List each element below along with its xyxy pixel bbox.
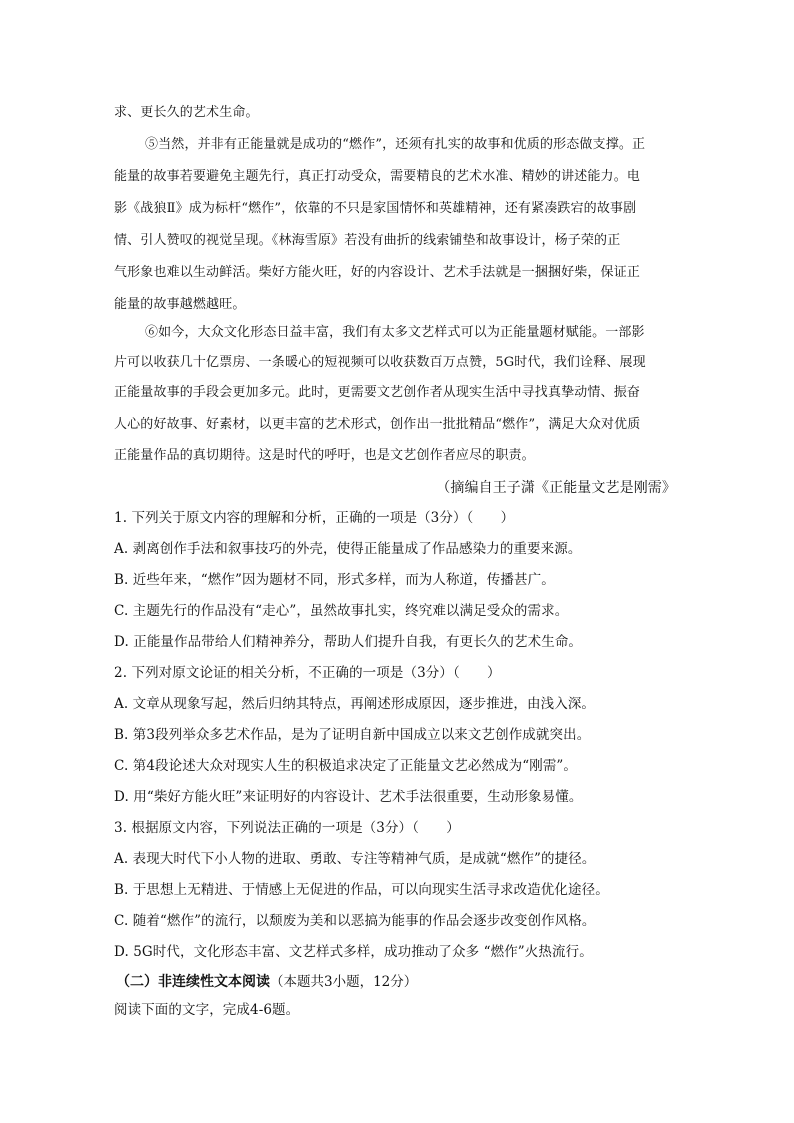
passage-line: ⑥如今，大众文化形态日益丰富，我们有太多文艺样式可以为正能量题材赋能。一部影 (145, 325, 645, 340)
source-citation: （摘编自王子潇《正能量文艺是刚需》 (436, 480, 676, 496)
passage-line: 能量的故事若要避免主题先行，真正打动受众，需要精良的艺术水准、精妙的讲述能力。电 (114, 169, 641, 184)
passage-line: 求、更长久的艺术生命。 (114, 105, 259, 120)
answer-option: D. 5G时代，文化形态丰富、文艺样式多样，成功推动了众多 “燃作”火热流行。 (114, 944, 593, 960)
answer-option: C. 随着“燃作”的流行，以颓废为美和以恶搞为能事的作品会逐步改变创作风格。 (114, 913, 596, 929)
question-stem: 3. 根据原文内容，下列说法正确的一项是（3分）（ ） (114, 820, 460, 836)
answer-option: D. 正能量作品带给人们精神养分，帮助人们提升自我，有更长久的艺术生命。 (114, 634, 583, 650)
passage-line: 正能量作品的真切期待。这是时代的呼吁，也是文艺创作者应尽的职责。 (114, 448, 535, 463)
passage-line: 气形象也难以生动鲜活。柴好方能火旺，好的内容设计、艺术手法就是一捆捆好柴，保证正 (114, 265, 641, 280)
answer-option: B. 第3段列举众多艺术作品，是为了证明自新中国成立以来文艺创作成就突出。 (114, 727, 591, 743)
answer-option: A. 表现大时代下小人物的进取、勇敢、专注等精神气质，是成就“燃作”的捷径。 (114, 851, 596, 867)
answer-option: C. 第4段论述大众对现实人生的积极追求决定了正能量文艺必然成为“刚需”。 (114, 758, 578, 774)
question-stem: 1. 下列关于原文内容的理解和分析，正确的一项是（3分）（ ） (114, 510, 515, 526)
question-stem: 2. 下列对原文论证的相关分析，不正确的一项是（3分）（ ） (114, 665, 501, 681)
answer-option: D. 用“柴好方能火旺”来证明好的内容设计、艺术手法很重要，生动形象易懂。 (114, 789, 583, 805)
passage-line: 情、引人赞叹的视觉呈现。《林海雪原》若没有曲折的线索铺垫和故事设计，杨子荣的正 (114, 233, 621, 248)
passage-line: 影《战狼Ⅱ》成为标杆“燃作”，依靠的不只是家国情怀和英雄精神，还有紧凑跌宕的故事剧 (114, 201, 637, 216)
answer-option: A. 剥离创作手法和叙事技巧的外壳，使得正能量成了作品感染力的重要来源。 (114, 541, 582, 557)
answer-option: A. 文章从现象写起，然后归纳其特点，再阐述形成原因，逐步推进，由浅入深。 (114, 696, 596, 712)
passage-line: 能量的故事越燃越旺。 (114, 297, 246, 312)
section-heading (116, 973, 417, 990)
section-note: （本题共3小题，12分） (270, 974, 418, 990)
section-instruction: 阅读下面的文字，完成4-6题。 (114, 1002, 300, 1018)
passage-line: 片可以收获几十亿票房、一条暖心的短视频可以收获数百万点赞，5G时代，我们诠释、展现 (114, 355, 646, 370)
passage-line: ⑤当然，并非有正能量就是成功的“燃作”，还须有扎实的故事和优质的形态做支撑。正 (145, 137, 646, 152)
answer-option: B. 近些年来，“燃作”因为题材不同，形式多样，而为人称道，传播甚广。 (114, 572, 555, 588)
section-title: （二）非连续性文本阅读 (116, 974, 270, 990)
answer-option: B. 于思想上无精进、于情感上无促进的作品，可以向现实生活寻求改造优化途径。 (114, 882, 609, 898)
answer-option: C. 主题先行的作品没有“走心”，虽然故事扎实，终究难以满足受众的需求。 (114, 603, 569, 619)
passage-line: 正能量故事的手段会更加多元。此时，更需要文艺创作者从现实生活中寻找真挚动情、振奋 (114, 385, 641, 400)
passage-line: 人心的好故事、好素材，以更丰富的艺术形式，创作出一批批精品“燃作”，满足大众对优质 (114, 417, 641, 432)
